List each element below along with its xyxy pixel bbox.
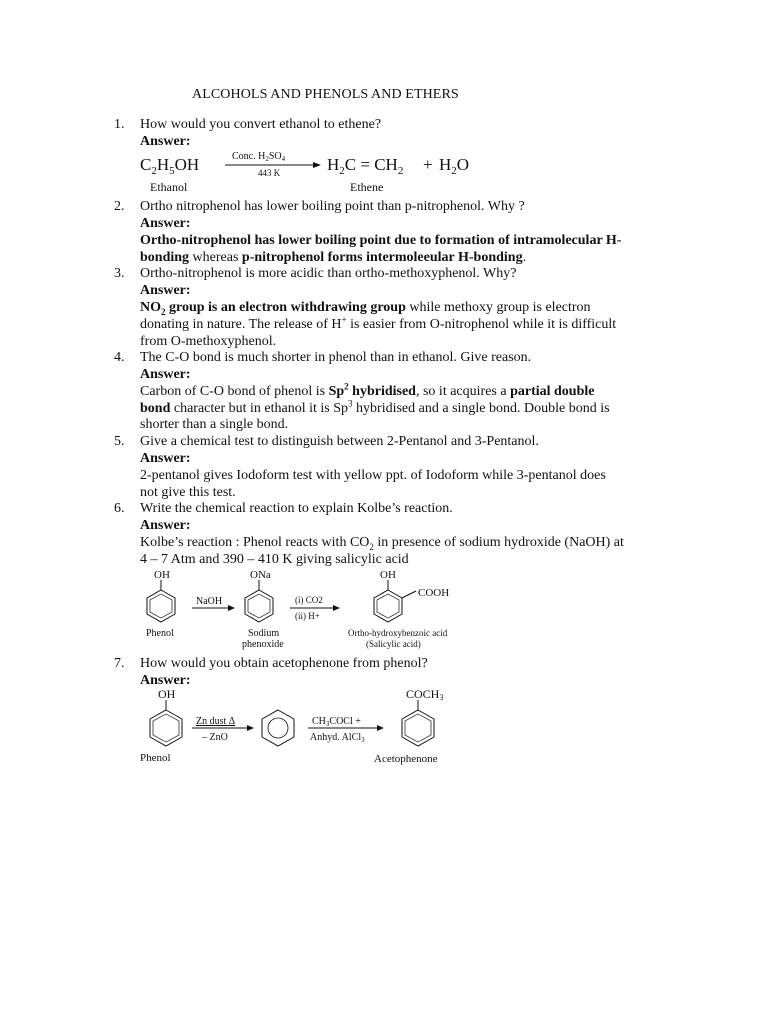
molecule-name: Sodium [248, 628, 280, 639]
answer-label: Answer: [140, 367, 191, 382]
benzene-ring [150, 710, 182, 746]
arrow-head [333, 605, 340, 611]
reagent: (ii) H+ [295, 611, 320, 621]
answer-label: Answer: [140, 216, 191, 231]
answer-label: Answer: [140, 451, 191, 466]
question-number: 4. [114, 350, 125, 365]
answer-line: 4 – 7 Atm and 390 – 410 K giving salicylic acid [140, 552, 409, 567]
benzene-inner [153, 714, 179, 742]
plus-sign: + [423, 155, 433, 174]
answer-line: bonding whereas p-nitrophenol forms intermoleeular H-bonding. [140, 250, 527, 265]
question-number: 3. [114, 266, 125, 281]
substituent-label: ONa [250, 569, 271, 581]
benzene-ring [402, 710, 434, 746]
molecule-name: Phenol [140, 752, 171, 764]
product-name: Ethene [350, 180, 384, 194]
reactant-name: Ethanol [150, 180, 188, 194]
arrow-head [228, 605, 235, 611]
reagent: (i) CO2 [295, 595, 323, 605]
answer-line: bond character but in ethanol it is Sp$^3$ hybridised and a single bond. Double bond is [140, 398, 610, 416]
bond [402, 591, 416, 598]
arrow-head [313, 162, 321, 168]
product-ethene: $H_2C = CH_2$ [327, 155, 404, 177]
reagent: NaOH [196, 596, 223, 607]
answer-line: donating in nature. The release of H+ is easier from O-nitrophenol while it is difficult [140, 314, 617, 332]
molecule-name: phenoxide [242, 639, 284, 650]
substituent-label: OH [380, 569, 396, 581]
reagent: Anhyd. AlCl$_3$ [310, 732, 365, 744]
reagent: – ZnO [202, 732, 228, 743]
answer-line: 2-pentanol gives Iodoform test with yellow ppt. of Iodoform while 3-pentanol does [140, 468, 606, 483]
benzene-ring [245, 590, 273, 622]
answer-line: Ortho-nitrophenol has lower boiling point due to formation of intramolecular H- [140, 233, 622, 248]
arrow-head [247, 725, 254, 731]
question-number: 6. [114, 501, 125, 516]
answer-line: Kolbe’s reaction : Phenol reacts with $CO_2$ in presence of sodium hydroxide (NaOH) at [140, 535, 624, 552]
question-number: 5. [114, 434, 125, 449]
reactant: $C_2H_5OH$ [140, 155, 200, 177]
benzene-inner [377, 594, 399, 618]
question-number: 7. [114, 656, 125, 671]
answer-label: Answer: [140, 673, 191, 688]
answer-line: shorter than a single bond. [140, 417, 289, 432]
question-text: How would you obtain acetophenone from phenol? [140, 656, 428, 671]
benzene-inner [405, 714, 431, 742]
substituent-label: COOH [418, 587, 450, 599]
reagent: $CH_3COCl$ + [312, 716, 361, 728]
benzene-ring [147, 590, 175, 622]
question-text: Give a chemical test to distinguish between 2-Pentanol and 3-Pentanol. [140, 434, 539, 449]
question-number: 2. [114, 199, 125, 214]
reaction-kolbe [140, 566, 480, 652]
substituent-label: OH [154, 569, 170, 581]
molecule-name: Acetophenone [374, 753, 438, 765]
question-text: Write the chemical reaction to explain Kolbe’s reaction. [140, 501, 453, 516]
benzene-ring [374, 590, 402, 622]
question-text: How would you convert ethanol to ethene? [140, 117, 382, 132]
answer-label: Answer: [140, 134, 191, 149]
product-water: $H_2O$ [439, 155, 470, 177]
reagent-top: Conc. $H_2SO_4$ [232, 151, 286, 163]
molecule-name: (Salicylic acid) [366, 639, 421, 649]
reaction-ethanol-to-ethene [140, 148, 480, 196]
benzene-inner [150, 594, 172, 618]
answer-line: Carbon of C-O bond of phenol is Sp$^2$ hybridised, so it acquires a partial double [140, 381, 595, 399]
answer-label: Answer: [140, 283, 191, 298]
answer-line: $NO_2$ group is an electron withdrawing group while methoxy group is electron [140, 300, 591, 317]
answer-line: not give this test. [140, 485, 236, 500]
question-text: Ortho-nitrophenol is more acidic than ortho-methoxyphenol. Why? [140, 266, 517, 281]
molecule-name: Phenol [146, 628, 174, 639]
answer-line: from O-methoxyphenol. [140, 334, 277, 349]
question-number: 1. [114, 117, 125, 132]
question-text: Ortho nitrophenol has lower boiling point than p-nitrophenol. Why ? [140, 199, 525, 214]
benzene-ring [262, 710, 294, 746]
answer-label: Answer: [140, 518, 191, 533]
benzene-inner [248, 594, 270, 618]
substituent-label: COCH3 [406, 687, 444, 702]
benzene-inner [268, 718, 288, 738]
page-title: ALCOHOLS AND PHENOLS AND ETHERS [192, 87, 459, 102]
substituent-label: OH [158, 687, 176, 701]
reagent-bottom: 443 K [258, 168, 281, 178]
arrow-head [377, 725, 384, 731]
question-text: The C-O bond is much shorter in phenol than in ethanol. Give reason. [140, 350, 532, 365]
reagent: Zn dust Δ [196, 716, 236, 727]
molecule-name: Ortho-hydroxybenzoic acid [348, 628, 448, 638]
reaction-acetophenone [140, 686, 470, 770]
